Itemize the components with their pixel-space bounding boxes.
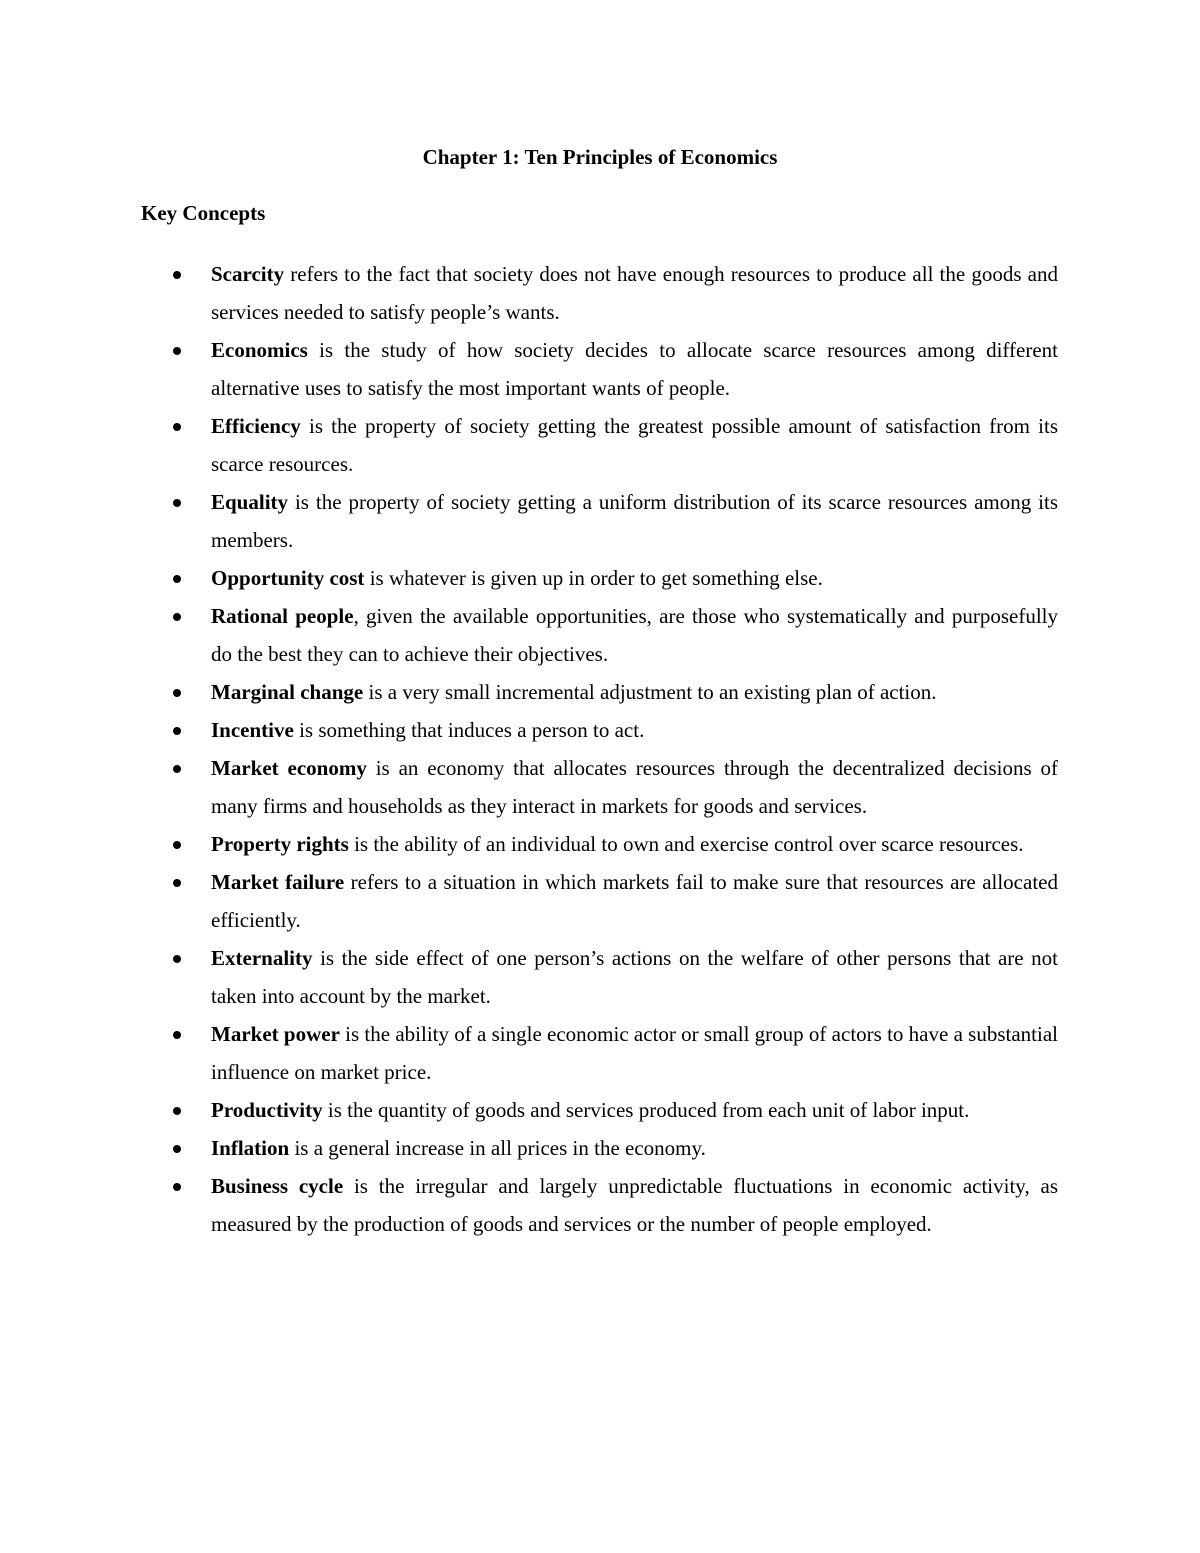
concept-item-externality (211, 939, 1058, 1015)
concept-definition: is something that induces a person to act. (293, 718, 645, 742)
concept-term: Incentive (211, 718, 294, 742)
bullet-icon (173, 1183, 181, 1191)
concept-term: Equality (211, 490, 289, 514)
concept-definition: is an economy that allocates resources through the decentralized decisions of many firms and households as they interact in markets for goods and services. (211, 756, 1058, 818)
concept-term: Marginal change (211, 680, 364, 704)
concept-definition: refers to the fact that society does not have enough resources to produce all the goods and services needed to satisfy people’s wants. (211, 262, 1058, 324)
section-heading-key-concepts: Key Concepts (141, 201, 266, 225)
bullet-icon (173, 575, 181, 583)
concept-item-market-power (211, 1015, 1058, 1091)
concept-definition: is the side effect of one person’s actions on the welfare of other persons that are not taken into account by the market. (211, 946, 1058, 1008)
concept-item-business-cycle (211, 1167, 1058, 1243)
concept-item-incentive (211, 711, 1058, 749)
concept-item-productivity (211, 1091, 1058, 1129)
concept-definition: is the property of society getting the greatest possible amount of satisfaction from its scarce resources. (211, 414, 1058, 476)
concept-term: Externality (211, 946, 313, 970)
concept-item-rational-people (211, 597, 1058, 673)
concept-term: Productivity (211, 1098, 323, 1122)
bullet-icon (173, 841, 181, 849)
bullet-icon (173, 955, 181, 963)
bullet-icon (173, 879, 181, 887)
concept-term: Market power (211, 1022, 340, 1046)
document-title: Chapter 1: Ten Principles of Economics (422, 145, 778, 169)
concept-term: Market failure (211, 870, 345, 894)
concept-term: Property rights (211, 832, 349, 856)
concept-term: Economics (211, 338, 308, 362)
concept-item-equality (211, 483, 1058, 559)
bullet-icon (173, 347, 181, 355)
concept-term: Inflation (211, 1136, 290, 1160)
concept-item-marginal-change (211, 673, 1058, 711)
concept-definition: refers to a situation in which markets fail to make sure that resources are allocated efficiently. (211, 870, 1058, 932)
bullet-icon (173, 1145, 181, 1153)
concept-term: Business cycle (211, 1174, 344, 1198)
concept-term: Opportunity cost (211, 566, 365, 590)
bullet-icon (173, 689, 181, 697)
bullet-icon (173, 271, 181, 279)
concept-item-scarcity (211, 255, 1058, 331)
concept-definition: is a general increase in all prices in the economy. (289, 1136, 706, 1160)
bullet-icon (173, 613, 181, 621)
concept-definition: , given the available opportunities, are those who systematically and purposefully do the best they can to achieve their objectives. (211, 604, 1059, 666)
bullet-icon (173, 423, 181, 431)
concept-term: Rational people (211, 604, 354, 628)
concept-definition: is the quantity of goods and services produced from each unit of labor input. (322, 1098, 970, 1122)
concept-definition: is the study of how society decides to allocate scarce resources among different alternative uses to satisfy the most important wants of people. (211, 338, 1058, 400)
concept-item-market-failure (211, 863, 1058, 939)
concept-item-market-economy (211, 749, 1058, 825)
bullet-icon (173, 727, 181, 735)
concept-item-opportunity-cost (211, 559, 1058, 597)
concept-definition: is the ability of an individual to own and exercise control over scarce resources. (348, 832, 1024, 856)
concept-definition: is the property of society getting a uniform distribution of its scarce resources among its members. (211, 490, 1058, 552)
concept-item-efficiency (211, 407, 1058, 483)
concept-definition: is the irregular and largely unpredictable fluctuations in economic activity, as measured by the production of goods and services or the number of people employed. (211, 1174, 1058, 1236)
concept-item-economics (211, 331, 1058, 407)
concept-item-property-rights (211, 825, 1058, 863)
bullet-icon (173, 1031, 181, 1039)
bullet-icon (173, 499, 181, 507)
concept-definition: is whatever is given up in order to get something else. (364, 566, 823, 590)
concept-term: Market economy (211, 756, 367, 780)
bullet-icon (173, 1107, 181, 1115)
concept-definition: is the ability of a single economic actor or small group of actors to have a substantial influence on market price. (211, 1022, 1058, 1084)
concept-item-inflation (211, 1129, 1058, 1167)
key-concepts-list (211, 255, 1058, 1243)
concept-term: Efficiency (211, 414, 301, 438)
concept-term: Scarcity (211, 262, 285, 286)
bullet-icon (173, 765, 181, 773)
concept-definition: is a very small incremental adjustment to an existing plan of action. (363, 680, 937, 704)
